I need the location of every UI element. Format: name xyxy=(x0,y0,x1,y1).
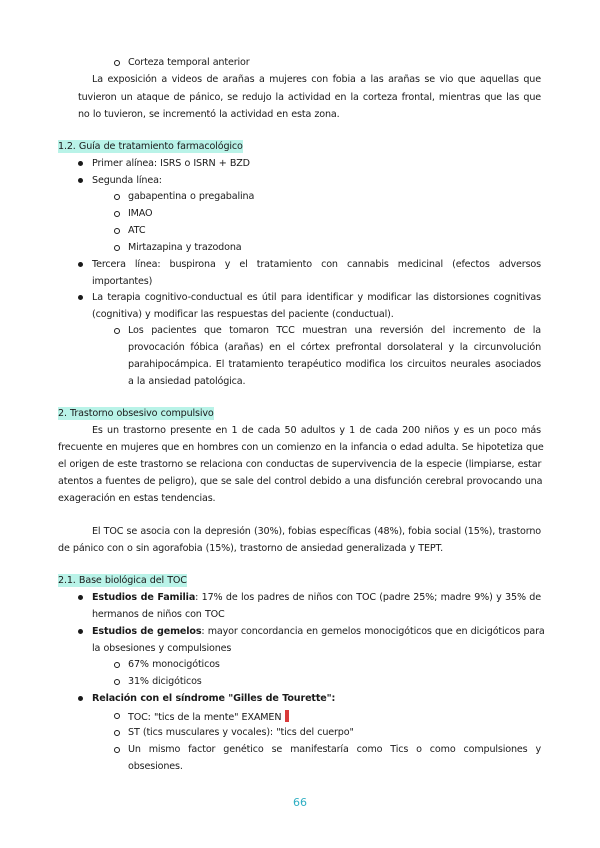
sub-list-item-continuation: provocación fóbica (arañas) en el córtex prefrontal dorsolateral y la circunvolución xyxy=(128,342,541,353)
sub-list-item: Los pacientes que tomaron TCC muestran una reversión del incremento de la xyxy=(128,325,541,336)
circle-bullet-icon xyxy=(114,730,120,736)
sub-list-item: 31% dicigóticos xyxy=(128,676,202,687)
circle-bullet-icon xyxy=(114,662,120,668)
section2-para-line: frecuente en mujeres que en hombres con un comienzo en la infancia o edad adulta. Se hipotetiza que xyxy=(58,442,544,453)
section-heading-2-1: 2.1. Base biológica del TOC xyxy=(58,575,187,586)
sub-list-item-continuation: obsesiones. xyxy=(128,761,183,772)
circle-bullet-icon xyxy=(114,245,120,251)
bullet-cortex: Corteza temporal anterior xyxy=(128,57,250,68)
circle-bullet-icon xyxy=(114,194,120,200)
dot-bullet-icon xyxy=(78,595,83,600)
section2-para-line: el origen de este trastorno se relaciona con conductas de supervivencia de la especie (limpiarse, estar xyxy=(58,459,542,470)
list-item-family: Estudios de Familia: 17% de los padres de niños con TOC (padre 25%; madre 9%) y 35% de xyxy=(92,592,541,603)
circle-bullet-icon xyxy=(114,211,120,217)
circle-bullet-icon xyxy=(114,328,120,334)
intro-para-line: tuvieron un ataque de pánico, se redujo la actividad en la corteza frontal, mientras que las que xyxy=(78,92,541,103)
page-number: 66 xyxy=(293,796,307,809)
sub-list-item: Un mismo factor genético se manifestaría como Tics o como compulsiones y xyxy=(128,744,541,755)
circle-bullet-icon xyxy=(114,713,120,719)
sub-list-item: IMAO xyxy=(128,208,153,219)
dot-bullet-icon xyxy=(78,295,83,300)
intro-para-line: La exposición a videos de arañas a mujeres con fobia a las arañas se vio que aquellas que xyxy=(92,74,541,85)
dot-bullet-icon xyxy=(78,161,83,166)
sub-list-item: gabapentina o pregabalina xyxy=(128,191,255,202)
section2-para2-line: El TOC se asocia con la depresión (30%), fobias específicas (48%), fobia social (15%), trastorno xyxy=(92,526,541,537)
list-item: La terapia cognitivo-conductual es útil para identificar y modificar las distorsiones cognitivas xyxy=(92,292,541,303)
section2-para-line: Es un trastorno presente en 1 de cada 50 adultos y 1 de cada 200 niños y es un poco más xyxy=(92,425,541,436)
sub-list-item: ATC xyxy=(128,225,146,236)
sub-list-item: 67% monocigóticos xyxy=(128,659,220,670)
list-item: Tercera línea: buspirona y el tratamiento con cannabis medicinal (efectos adversos xyxy=(92,259,541,270)
list-item-continuation: hermanos de niños con TOC xyxy=(92,609,225,620)
sub-list-item: Mirtazapina y trazodona xyxy=(128,242,242,253)
sub-list-item: ST (tics musculares y vocales): "tics del cuerpo" xyxy=(128,727,354,738)
section-heading-1-2: 1.2. Guía de tratamiento farmacológico xyxy=(58,141,243,152)
circle-bullet-icon xyxy=(114,679,120,685)
circle-bullet-icon xyxy=(114,60,120,66)
dot-bullet-icon xyxy=(78,696,83,701)
sub-list-item-continuation: a la ansiedad patológica. xyxy=(128,376,246,387)
circle-bullet-icon xyxy=(114,747,120,753)
section2-para-line: atentos a fuentes de peligro), que se sale del control debido a una disfunción cerebral provocando una xyxy=(58,476,543,487)
section2-para-line: exageración en estas tendencias. xyxy=(58,493,216,504)
section-heading-2: 2. Trastorno obsesivo compulsivo xyxy=(58,408,214,419)
intro-para-line: no lo tuvieron, se incrementó la actividad en esta zona. xyxy=(78,109,340,120)
list-item: Primer alínea: ISRS o ISRN + BZD xyxy=(92,158,250,169)
list-item-continuation: (cognitiva) y modificar las respuestas del paciente (conductual). xyxy=(92,309,394,320)
list-item: Segunda línea: xyxy=(92,175,162,186)
dot-bullet-icon xyxy=(78,178,83,183)
list-item-continuation: la obsesiones y compulsiones xyxy=(92,643,232,654)
sub-list-item-continuation: parahipocámpica. El tratamiento terapéutico modifica los circuitos neurales asociados xyxy=(128,359,541,370)
section2-para2-line: de pánico con o sin agorafobia (15%), trastorno de ansiedad generalizada y TEPT. xyxy=(58,543,443,554)
dot-bullet-icon xyxy=(78,629,83,634)
sub-list-item-toc: TOC: "tics de la mente" EXAMEN xyxy=(128,710,289,724)
list-item-twins: Estudios de gemelos: mayor concordancia en gemelos monocigóticos que en dicigóticos para xyxy=(92,626,545,637)
list-item-tourette: Relación con el síndrome "Gilles de Tourette": xyxy=(92,693,336,704)
red-highlight-marker xyxy=(285,710,289,722)
list-item-continuation: importantes) xyxy=(92,276,153,287)
circle-bullet-icon xyxy=(114,228,120,234)
dot-bullet-icon xyxy=(78,262,83,267)
